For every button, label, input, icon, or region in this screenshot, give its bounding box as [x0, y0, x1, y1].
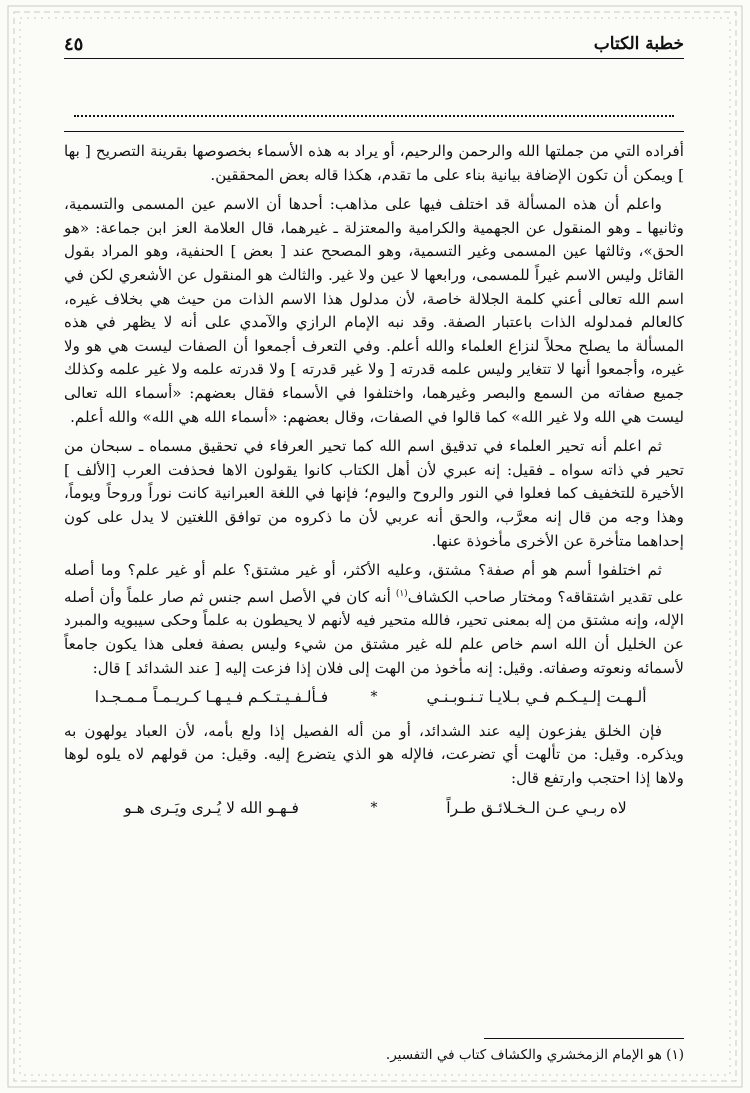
paragraph-text: أنه كان في الأصل اسم جنس ثم صار علماً وأن أصله الإله، وإنه مشتق من إله بمعنى تحير، فالله متحير فيه لأنهم لا يحيطون به علماً وحكى سيبويه والمبرد عن الخليل أن الله اسم خاص علم لله غير مشتق من شيء وليس بصفة فعلى هذا يكون جامعاً لأسمائه ونعوته وصفاته. وقيل: إنه مأخوذ من الهت إلى فلان إذا فزعت إليه [ عند الشدائد ] قال:	[64, 587, 684, 677]
paragraph: فإن الخلق يفزعون إليه عند الشدائد، أو من أله الفصيل إذا ولع بأمه، لأن العباد يولهون به ويذكره. وقيل: من تألهت أي تضرعت، فالإله هو الذي يتضرع إليه. وقيل: من قولهم لاه يلوه لوها ولاها إذا احتجب وارتفع قال:	[64, 721, 684, 787]
running-title: خطبة الكتاب	[593, 34, 684, 54]
poetry-verse	[64, 686, 684, 710]
book-page	[64, 30, 684, 1070]
text-top-rule	[64, 131, 684, 132]
main-text	[64, 140, 684, 820]
page-number: ٤٥	[64, 34, 84, 55]
paragraph: ثم اعلم أنه تحير العلماء في تدقيق اسم الله كما تحير العرفاء في تحقيق مسماه ـ سبحان من تحير في ذاته سواه ـ فقيل: إنه عبري لأن أهل الكتاب كانوا يقولون الاها فحذفت العرب [الألف ] الأخيرة للتخفيف كما فعلوا في النور والروح واليوم؛ فإنها في اللغة العبرانية كانت نوراً وروحاً ويوماً، وهذا وجه من قال إنه معرَّب، والحق أنه عربي لأن ما ذكروه من توافق اللغتين لا يدل على كون إحداهما متأخرة عن الأخرى مأخوذة عنها.	[64, 437, 684, 550]
footnote-marker: (١)	[666, 1047, 684, 1063]
verse-second-hemistich: فـهـو الله لا يُـرى ويَـرى هـو	[124, 798, 299, 817]
verse-separator-star: *	[370, 799, 378, 816]
verse-separator-star: *	[370, 689, 378, 706]
footnote-text: هو الإمام الزمخشري والكشاف كتاب في التفسير.	[385, 1047, 662, 1063]
page-header	[64, 30, 684, 59]
footnote-reference: (١)	[395, 588, 408, 599]
paragraph: أفراده التي من جملتها الله والرحمن والرحيم، أو يراد به هذه الأسماء بخصوصها بقرينة التصريح [ بها ] ويمكن أن تكون الإضافة بيانية بناء على ما تقدم، هكذا قاله بعض المحققين.	[64, 142, 684, 184]
verse-first-hemistich: ألـهـت إلـيـكـم فـي بـلايـا تـنـوبـنـي	[426, 688, 647, 707]
verse-first-hemistich: لاه ربـي عـن الـخـلائـق طـراً	[446, 798, 627, 817]
footnote-rule	[484, 1038, 684, 1039]
paragraph	[64, 559, 684, 680]
paragraph-text: ثم اختلفوا أسم هو أم صفة؟ مشتق، وعليه الأكثر، أو غير مشتق؟ علم أو غير علم؟ وما أصله على تقدير اشتقاقه؟ ومختار صاحب الكشاف	[64, 561, 684, 606]
footnote	[64, 1047, 684, 1063]
dotted-separator	[74, 97, 674, 117]
paragraph: واعلم أن هذه المسألة قد اختلف فيها على مذاهب: أحدها أن الاسم عين المسمى والتسمية، وثانيها ـ وهو المنقول عن الجهمية والكرامية والمعتزلة ـ غيرهما، قال العلامة العز ابن جماعة: «هو الحق»، وثالثها عين المسمى وغير التسمية، وهو المصحح عند [ بعض ] الحنفية، وهو المراد بقول القائل وليس الاسم غيراً للمسمى، ورابعها لا عين ولا غير. والثالث هو المنقول عن الأشعري لكن في اسم الله تعالى أعني كلمة الجلالة خاصة، لأن مدلول هذا الاسم الذات من حيث هي بخلاف غيره، كالعالم فمدلوله الذات باعتبار الصفة. وقد نبه الإمام الرازي والآمدي على أنه لا يظهر في هذه المسألة ما يصلح محلاً لنزاع العلماء والله أعلم. وفي التعرف أجمعوا أن الصفات ليست هي هو ولا غيره، وأجمعوا أنها لا تتغاير وليس علمه قدرته [ ولا غير قدرته ] ولا قدرته علمه ولا غير علمه وكذلك جميع صفاته من السمع والبصر وغيرهما، واختلفوا في الأسماء فقال بعضهم: «أسماء الله تعالى ليست هي الله ولا غير الله» كما قالوا في الصفات، وقال بعضهم: «أسماء الله هي الله» والله أعلم.	[64, 195, 684, 426]
verse-second-hemistich: فـألـفـيـتـكـم فـيـهـا كـريـمـاً مـمـجـدا	[94, 688, 329, 707]
poetry-verse	[64, 797, 684, 821]
